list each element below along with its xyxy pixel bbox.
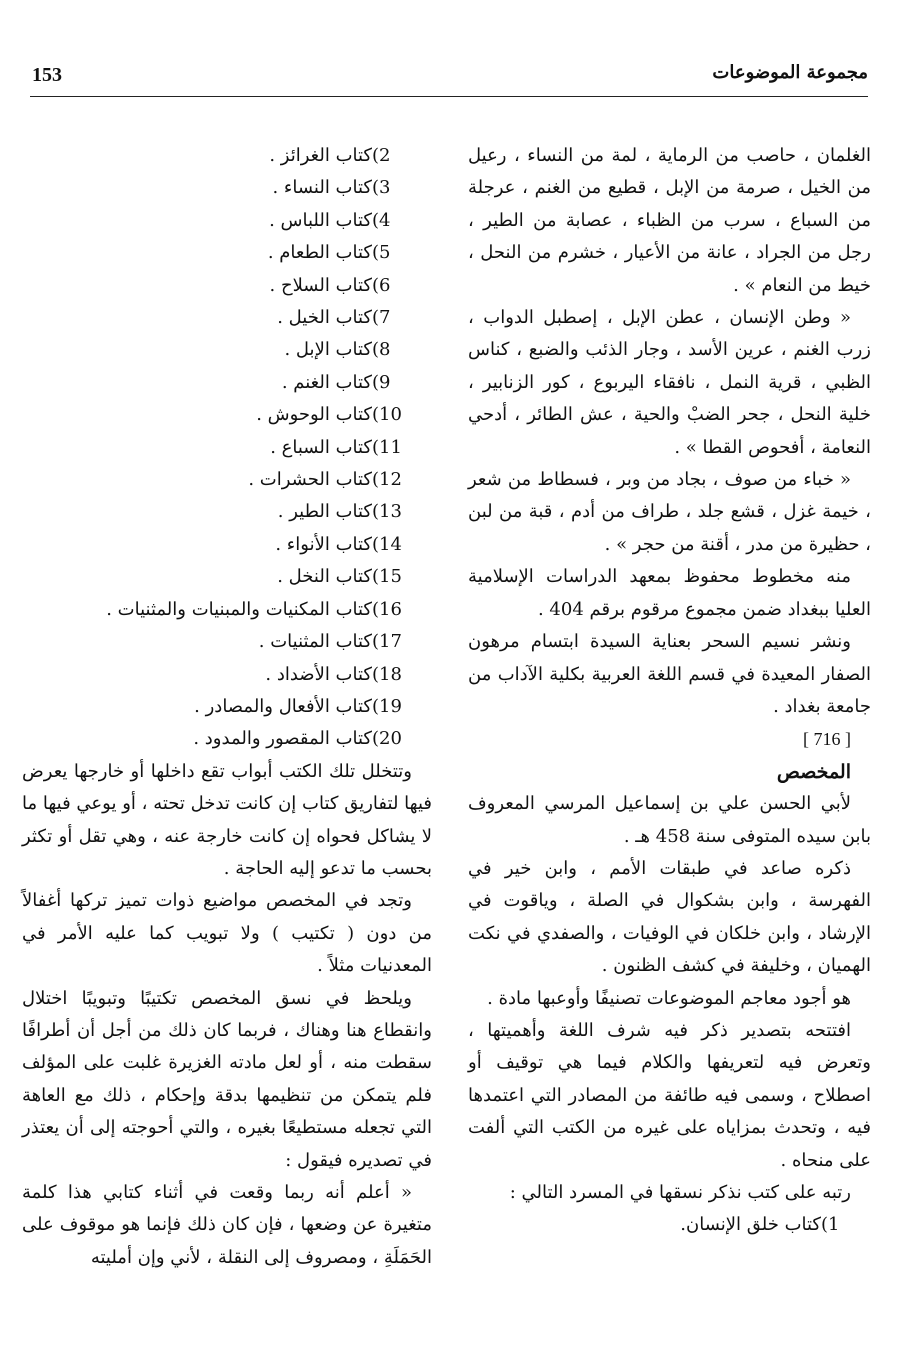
book-number: 18): [372, 663, 402, 685]
book-number: 11): [372, 436, 402, 458]
book-number: 4): [372, 209, 391, 231]
list-item: [22, 140, 402, 172]
book-number: 5): [372, 242, 391, 264]
list-item: [22, 561, 402, 593]
book-number: 20): [372, 728, 402, 750]
list-item: [22, 237, 402, 269]
list-item: [22, 172, 402, 204]
book-title: كتاب الحشرات .: [248, 469, 372, 491]
list-item: [22, 626, 402, 658]
list-item: [22, 691, 402, 723]
paragraph: هو أجود معاجم الموضوعات تصنيفًا وأوعبها مادة .: [487, 987, 851, 1009]
book-number: 3): [372, 177, 391, 199]
page-header: [30, 62, 868, 97]
page-number: 153: [32, 64, 62, 86]
book-list: [468, 1209, 871, 1241]
paragraph: ويلحظ في نسق المخصص تكتيبًا وتبويبًا اختلال وانقطاع هنا وهناك ، فربما كان ذلك من أجل أن أطرافًا سقطت منه ، أو لعل مادته الغزيرة غلبت على المؤلف فلم يتمكن من تنظيمها بدقة وإحكام ، ذلك مع العاهة التي تجعله مستطيعًا بغيره ، والتي أحوجته إلى أن يعتذر في تصديره فيقول :: [22, 987, 432, 1171]
running-title: مجموعة الموضوعات: [712, 62, 868, 83]
book-number: 14): [372, 533, 402, 555]
book-title: كتاب السباع .: [270, 436, 372, 458]
book-title: كتاب الطير .: [277, 501, 372, 523]
paragraph: افتتحه بتصدير ذكر فيه شرف اللغة وأهميتها ، وتعرض فيه لتعريفها والكلام فيما هي توقيف أو اصطلاح ، وسمى فيه طائفة من المصادر التي اعتمدها فيه ، وتحدث بمزاياه على غيره من الكتب التي ألفت على منحاه .: [468, 1019, 871, 1171]
paragraph: ونشر نسيم السحر بعناية السيدة ابتسام مرهون الصفار المعيدة في قسم اللغة العربية بكلية الآداب من جامعة بغداد .: [468, 631, 871, 717]
book-title: كتاب الإبل .: [284, 339, 372, 361]
book-title: كتاب المكنيات والمبنيات والمثنيات .: [106, 598, 372, 620]
paragraph: وتجد في المخصص مواضيع ذوات تميز تركها أغفالاً من دون ( تكتيب ) ولا تبويب كما عليه الأمر في المعدنيات مثلاً .: [22, 890, 432, 977]
list-item: [22, 529, 402, 561]
paragraph: الغلمان ، حاصب من الرماية ، لمة من النساء ، رعيل من الخيل ، صرمة من الإبل ، قطيع من الغنم ، عرجلة من السباع ، سرب من الظباء ، عصابة من الطير ، رجل من الجراد ، عانة من الأعيار ، خشرم من النحل ، خيط من النعام » .: [468, 145, 871, 296]
book-title: كتاب الوحوش .: [256, 404, 372, 426]
book-list: [22, 140, 432, 756]
list-item: [22, 496, 402, 528]
book-number: 16): [372, 598, 402, 620]
book-title: كتاب الخيل .: [277, 307, 372, 329]
paragraph: « أعلم أنه ربما وقعت في أثناء كتابي هذا كلمة متغيرة عن وضعها ، فإن كان ذلك فإنما هو موقوف على الحَمَلَةِ ، ومصروف إلى النقلة ، لأني وإن أمليته: [22, 1182, 432, 1268]
list-item: [22, 367, 402, 399]
book-title: كتاب الأفعال والمصادر .: [194, 695, 372, 717]
list-item: [22, 432, 402, 464]
entry-title: المخصص: [776, 760, 851, 783]
book-number: 6): [372, 274, 391, 296]
list-item: [22, 205, 402, 237]
entry-number: [ 716 ]: [803, 729, 851, 750]
list-item: [22, 334, 402, 366]
list-item: [22, 270, 402, 302]
book-number: 15): [372, 566, 402, 588]
book-number: 17): [372, 631, 402, 653]
paragraph: لأبي الحسن علي بن إسماعيل المرسي المعروف بابن سيده المتوفى سنة 458 هـ .: [468, 793, 871, 847]
paragraph: وتتخلل تلك الكتب أبواب تقع داخلها أو خارجها يعرض فيها لتفاريق كتاب إن كانت تدخل تحته ، أو يوعي فيها ما لا يشاكل فحواه إن كانت خارجة عنه ، وهي تقل أو تكثر بحسب ما تدعو إليه الحاجة .: [22, 760, 432, 879]
book-number: 9): [372, 371, 391, 393]
list-item: [22, 723, 402, 755]
list-item: [22, 302, 402, 334]
book-number: 12): [372, 469, 402, 491]
right-column: [468, 140, 871, 1242]
book-title: كتاب الأضداد .: [265, 663, 372, 685]
left-column: [22, 140, 432, 1274]
paragraph: « وطن الإنسان ، عطن الإبل ، إصطبل الدواب ، زرب الغنم ، عرين الأسد ، وجار الذئب والضبع ، كناس الظبي ، قرية النمل ، نافقاء اليربوع ، كور الزنابير ، خلية النحل ، جحر الضبْ والحية ، عش الطائر ، أدحي النعامة ، أفحوص القطا » .: [468, 307, 871, 458]
book-number: 13): [372, 501, 402, 523]
list-item: [22, 464, 402, 496]
paragraph: ذكره صاعد في طبقات الأمم ، وابن خير في الفهرسة ، وابن بشكوال في الصلة ، وياقوت في الإرشاد ، وابن خلكان في الوفيات ، والصفدي في نكت الهميان ، وخليفة في كشف الظنون .: [468, 857, 871, 977]
book-number: 19): [372, 695, 402, 717]
book-title: كتاب الغنم .: [281, 371, 372, 393]
book-title: كتاب الغرائز .: [269, 145, 372, 166]
book-title: كتاب النساء .: [272, 177, 372, 199]
paragraph: منه مخطوط محفوظ بمعهد الدراسات الإسلامية العليا ببغداد ضمن مجموع مرقوم برقم 404 .: [468, 566, 871, 620]
book-title: كتاب الأنواء .: [275, 533, 372, 555]
list-item: [22, 594, 402, 626]
book-title: كتاب المقصور والمدود .: [193, 728, 372, 750]
book-number: 1): [821, 1214, 840, 1236]
book-title: كتاب المثنيات .: [258, 631, 372, 653]
paragraph: رتبه على كتب نذكر نسقها في المسرد التالي :: [509, 1182, 851, 1203]
book-title: كتاب النخل .: [277, 566, 372, 588]
book-title: كتاب اللباس .: [269, 209, 372, 231]
book-number: 8): [372, 339, 391, 361]
book-number: 2): [372, 145, 391, 166]
list-item: [22, 399, 402, 431]
list-item: [22, 659, 402, 691]
book-number: 7): [372, 307, 391, 329]
book-title: كتاب السلاح .: [269, 274, 372, 296]
book-title: كتاب خلق الإنسان.: [680, 1214, 821, 1236]
book-title: كتاب الطعام .: [267, 242, 372, 264]
book-number: 10): [372, 404, 402, 426]
paragraph: « خباء من صوف ، بجاد من وبر ، فسطاط من شعر ، خيمة غزل ، قشع جلد ، طراف من أدم ، قبة من لبن ، حظيرة من مدر ، أقنة من حجر » .: [468, 469, 871, 555]
list-item: [468, 1209, 871, 1241]
